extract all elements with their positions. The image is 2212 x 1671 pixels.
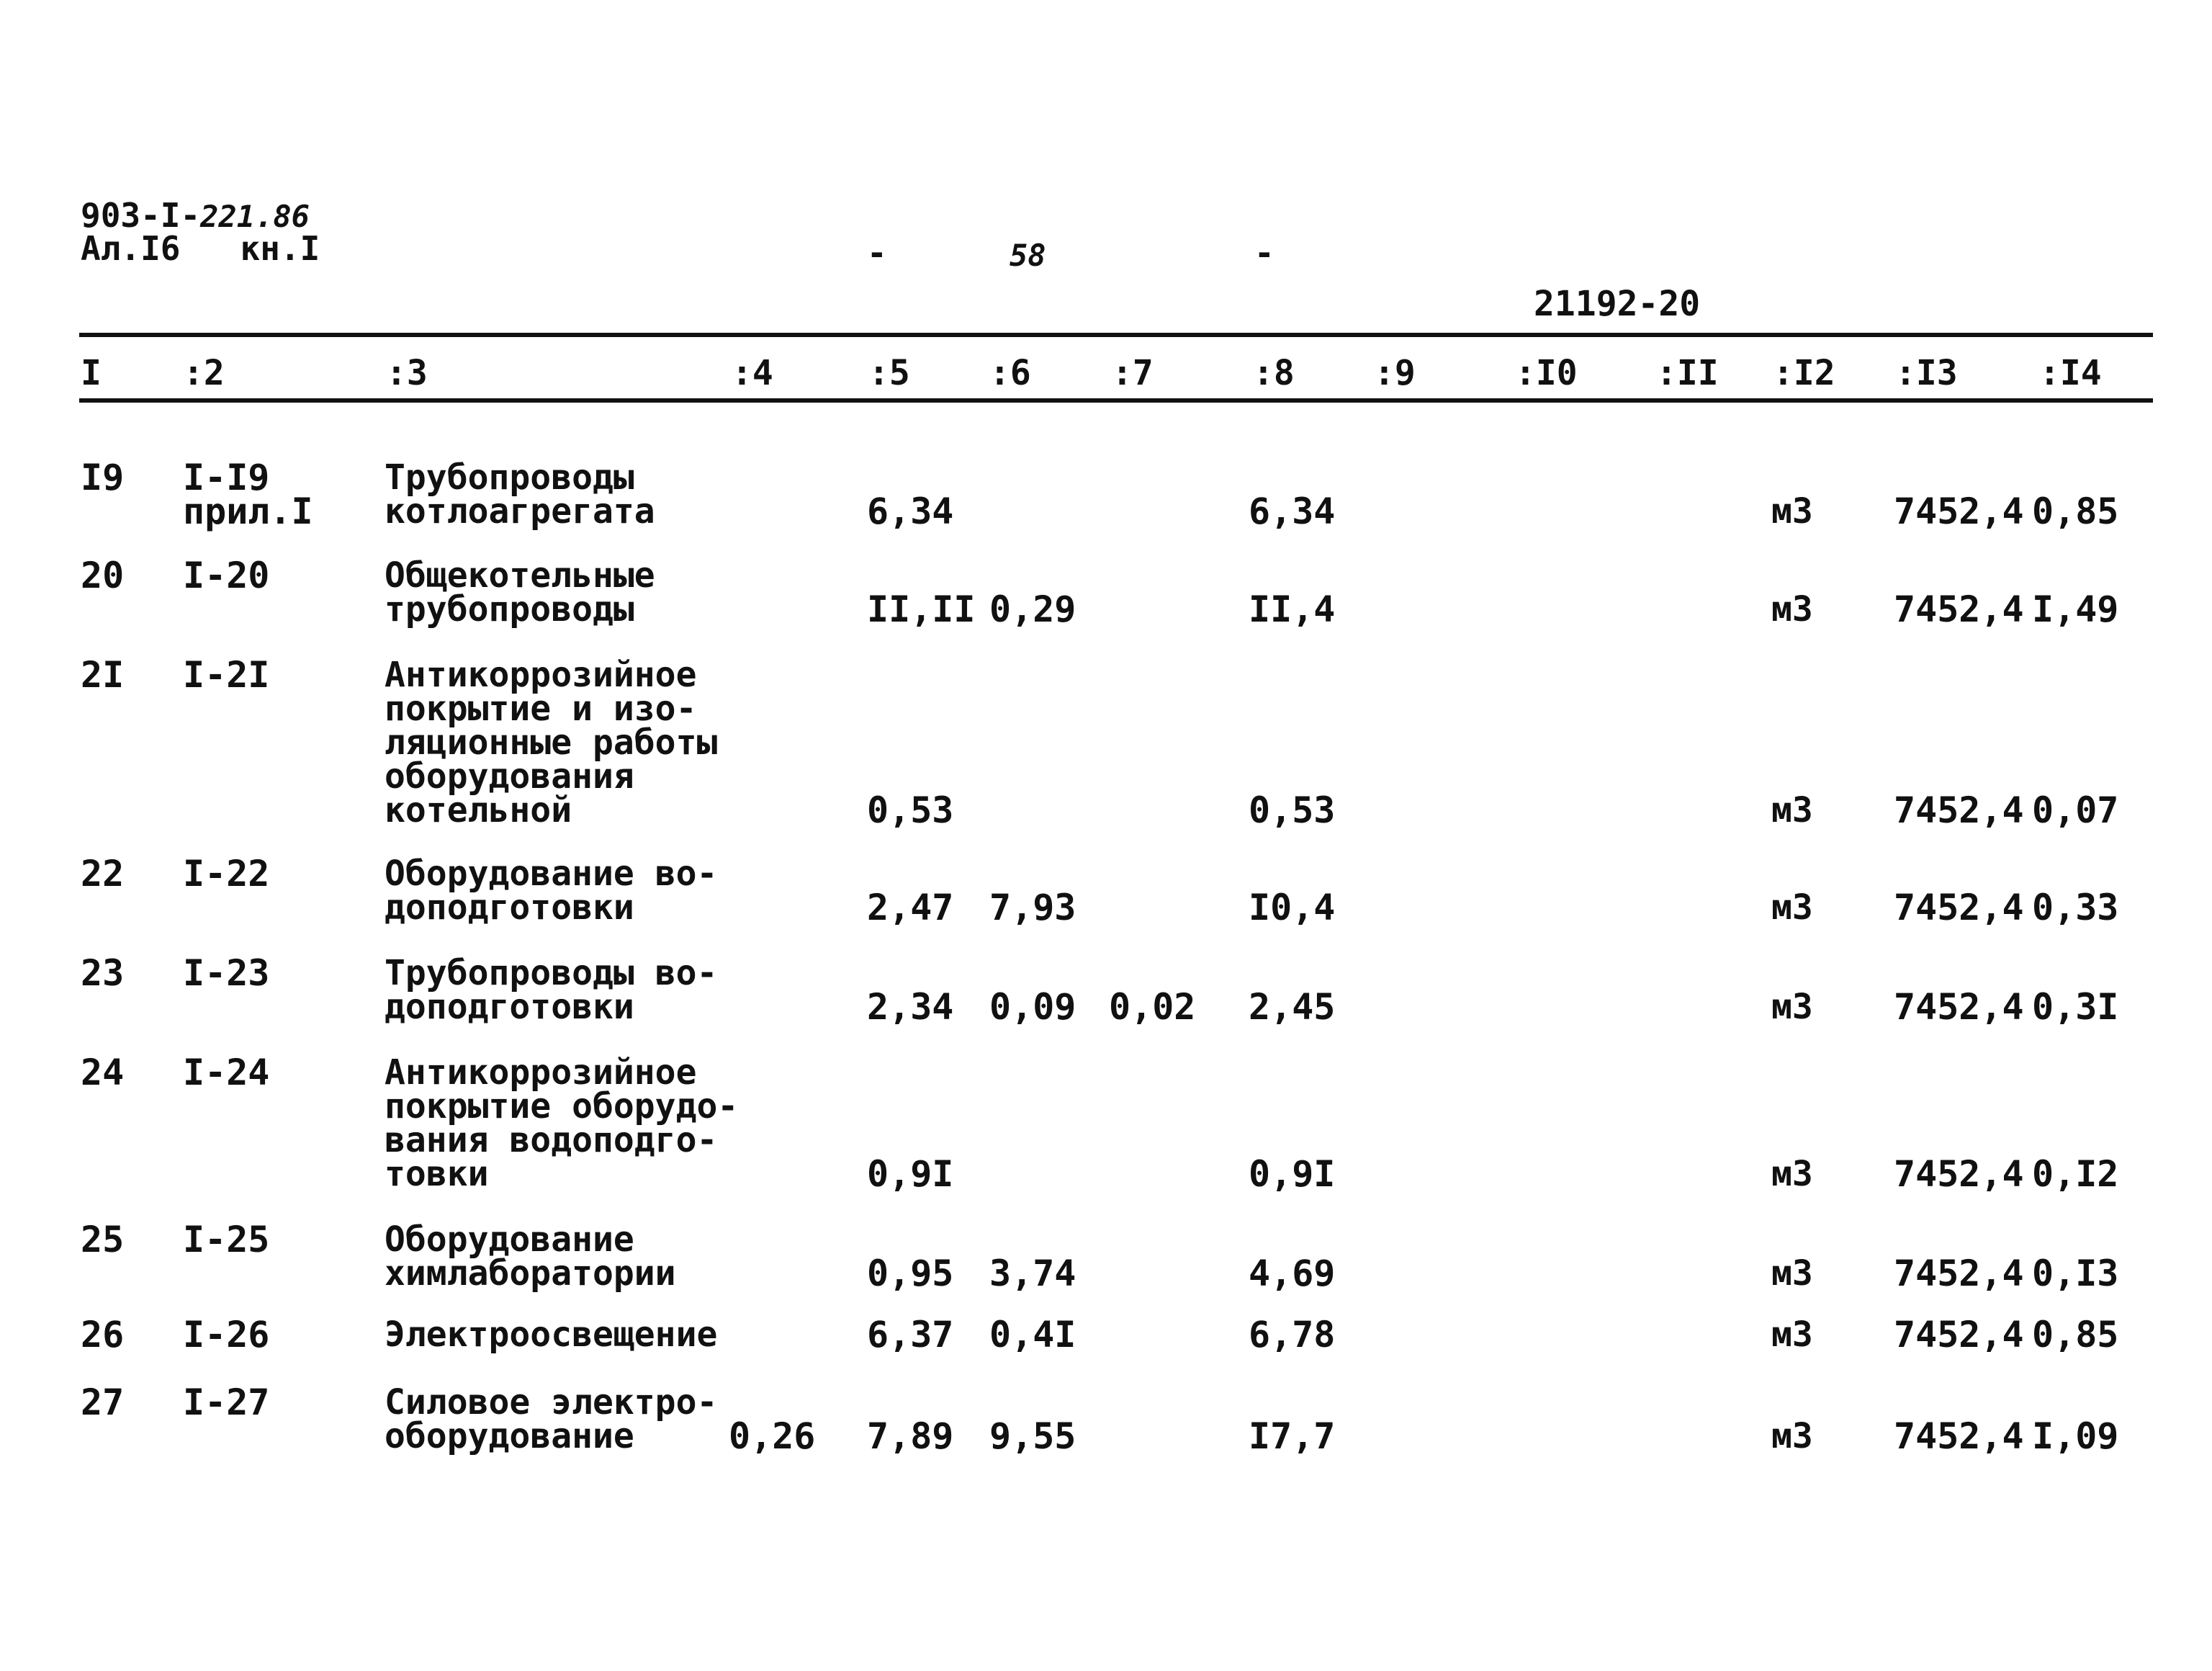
- column-header-4: :4: [732, 353, 773, 393]
- row-value-c5: 0,53: [867, 789, 954, 831]
- row-unit: м3: [1771, 1314, 1813, 1355]
- document-code: [81, 196, 310, 235]
- row-value-c5: 0,95: [867, 1253, 954, 1294]
- row-value-c5: 0,9I: [867, 1153, 954, 1195]
- header-bottom-rule: [79, 398, 2153, 403]
- row-code: I-27: [183, 1381, 270, 1423]
- row-value-c8: I7,7: [1249, 1415, 1336, 1457]
- column-header-3: :3: [386, 353, 428, 393]
- row-value-c13: 7452,4: [1894, 1314, 2024, 1356]
- row-value-c5: 7,89: [867, 1415, 954, 1457]
- row-unit: м3: [1771, 1416, 1813, 1456]
- row-value-c8: 4,69: [1249, 1253, 1336, 1294]
- row-value-c8: 6,34: [1249, 490, 1336, 532]
- row-number: 23: [81, 952, 125, 994]
- row-value-c14: 0,I2: [2032, 1153, 2119, 1195]
- column-header-13: :I3: [1895, 353, 1958, 393]
- row-value-c13: 7452,4: [1894, 490, 2024, 532]
- row-number: 26: [81, 1314, 125, 1356]
- row-unit: м3: [1771, 491, 1813, 532]
- sheet-code: 21192-20: [1534, 284, 1701, 324]
- row-value-c13: 7452,4: [1894, 986, 2024, 1028]
- row-value-c5: 6,34: [867, 490, 954, 532]
- row-value-c14: 0,3I: [2032, 986, 2119, 1028]
- column-header-5: :5: [868, 353, 910, 393]
- row-value-c4: 0,26: [729, 1415, 816, 1457]
- row-value-c14: 0,85: [2032, 1314, 2119, 1356]
- row-value-c8: 6,78: [1249, 1314, 1336, 1356]
- row-unit: м3: [1771, 589, 1813, 630]
- row-code: I-23: [183, 952, 270, 994]
- row-value-c13: 7452,4: [1894, 789, 2024, 831]
- row-name: Трубопроводы во- доподготовки: [385, 953, 718, 1027]
- column-header-12: :I2: [1773, 353, 1835, 393]
- row-value-c5: II,II: [867, 588, 976, 630]
- row-unit: м3: [1771, 1154, 1813, 1194]
- column-header-8: :8: [1253, 353, 1295, 393]
- row-value-c8: 2,45: [1249, 986, 1336, 1028]
- row-code: I-26: [183, 1314, 270, 1356]
- row-name: Общекотельные трубопроводы: [385, 555, 655, 630]
- column-header-10: :I0: [1515, 353, 1578, 393]
- row-value-c14: I,09: [2032, 1415, 2119, 1457]
- row-number: I9: [81, 457, 125, 498]
- row-number: 2I: [81, 654, 125, 696]
- row-value-c6: 0,09: [989, 986, 1076, 1028]
- row-code: I-22: [183, 853, 270, 895]
- row-value-c8: I0,4: [1249, 887, 1336, 928]
- row-value-c6: 0,4I: [989, 1314, 1076, 1356]
- row-name: Антикоррозийное покрытие оборудо- вания водоподго- товки: [385, 1052, 739, 1194]
- album-book-label: Ал.I6 кн.I: [81, 229, 320, 268]
- column-header-7: :7: [1112, 353, 1154, 393]
- row-value-c6: 3,74: [989, 1253, 1076, 1294]
- page-number-dash-right: -: [1254, 233, 1274, 272]
- row-code: I-24: [183, 1052, 270, 1093]
- row-value-c8: II,4: [1249, 588, 1336, 630]
- row-unit: м3: [1771, 790, 1813, 830]
- row-value-c14: 0,33: [2032, 887, 2119, 928]
- row-value-c13: 7452,4: [1894, 887, 2024, 928]
- row-code: I-I9 прил.I: [183, 457, 313, 532]
- row-name: Силовое электро- оборудование: [385, 1382, 718, 1456]
- column-header-6: :6: [989, 353, 1031, 393]
- row-name: Трубопроводы котлоагрегата: [385, 457, 655, 532]
- column-header-9: :9: [1374, 353, 1416, 393]
- page-number: 58: [1010, 238, 1046, 273]
- row-value-c14: 0,I3: [2032, 1253, 2119, 1294]
- row-code: I-20: [183, 555, 270, 596]
- row-value-c6: 0,29: [989, 588, 1076, 630]
- row-name: Оборудование во- доподготовки: [385, 854, 718, 928]
- page-number-dash-left: -: [867, 233, 887, 272]
- row-value-c7: 0,02: [1109, 986, 1196, 1028]
- row-code: I-2I: [183, 654, 270, 696]
- column-header-14: :I4: [2039, 353, 2102, 393]
- column-header-11: :II: [1656, 353, 1719, 393]
- row-name: Антикоррозийное покрытие и изо- ляционные работы оборудования котельной: [385, 655, 718, 830]
- row-unit: м3: [1771, 1253, 1813, 1294]
- row-value-c8: 0,9I: [1249, 1153, 1336, 1195]
- row-value-c5: 2,47: [867, 887, 954, 928]
- row-value-c13: 7452,4: [1894, 1153, 2024, 1195]
- row-value-c14: 0,85: [2032, 490, 2119, 532]
- row-value-c6: 7,93: [989, 887, 1076, 928]
- row-value-c5: 6,37: [867, 1314, 954, 1356]
- row-value-c5: 2,34: [867, 986, 954, 1028]
- row-value-c14: 0,07: [2032, 789, 2119, 831]
- row-name: Оборудование химлаборатории: [385, 1219, 676, 1294]
- row-number: 20: [81, 555, 125, 596]
- row-number: 27: [81, 1381, 125, 1423]
- row-unit: м3: [1771, 987, 1813, 1027]
- row-number: 25: [81, 1219, 125, 1260]
- row-value-c6: 9,55: [989, 1415, 1076, 1457]
- row-value-c14: I,49: [2032, 588, 2119, 630]
- column-header-2: :2: [183, 353, 225, 393]
- row-unit: м3: [1771, 887, 1813, 928]
- row-value-c13: 7452,4: [1894, 588, 2024, 630]
- row-value-c13: 7452,4: [1894, 1253, 2024, 1294]
- document-code-handwritten: 221.86: [200, 199, 310, 234]
- row-number: 24: [81, 1052, 125, 1093]
- document-code-prefix: 903-I-: [81, 196, 201, 235]
- row-code: I-25: [183, 1219, 270, 1260]
- row-value-c13: 7452,4: [1894, 1415, 2024, 1457]
- column-header-1: I: [81, 353, 102, 393]
- row-number: 22: [81, 853, 125, 895]
- row-value-c8: 0,53: [1249, 789, 1336, 831]
- header-top-rule: [79, 333, 2153, 337]
- row-name: Электроосвещение: [385, 1314, 718, 1355]
